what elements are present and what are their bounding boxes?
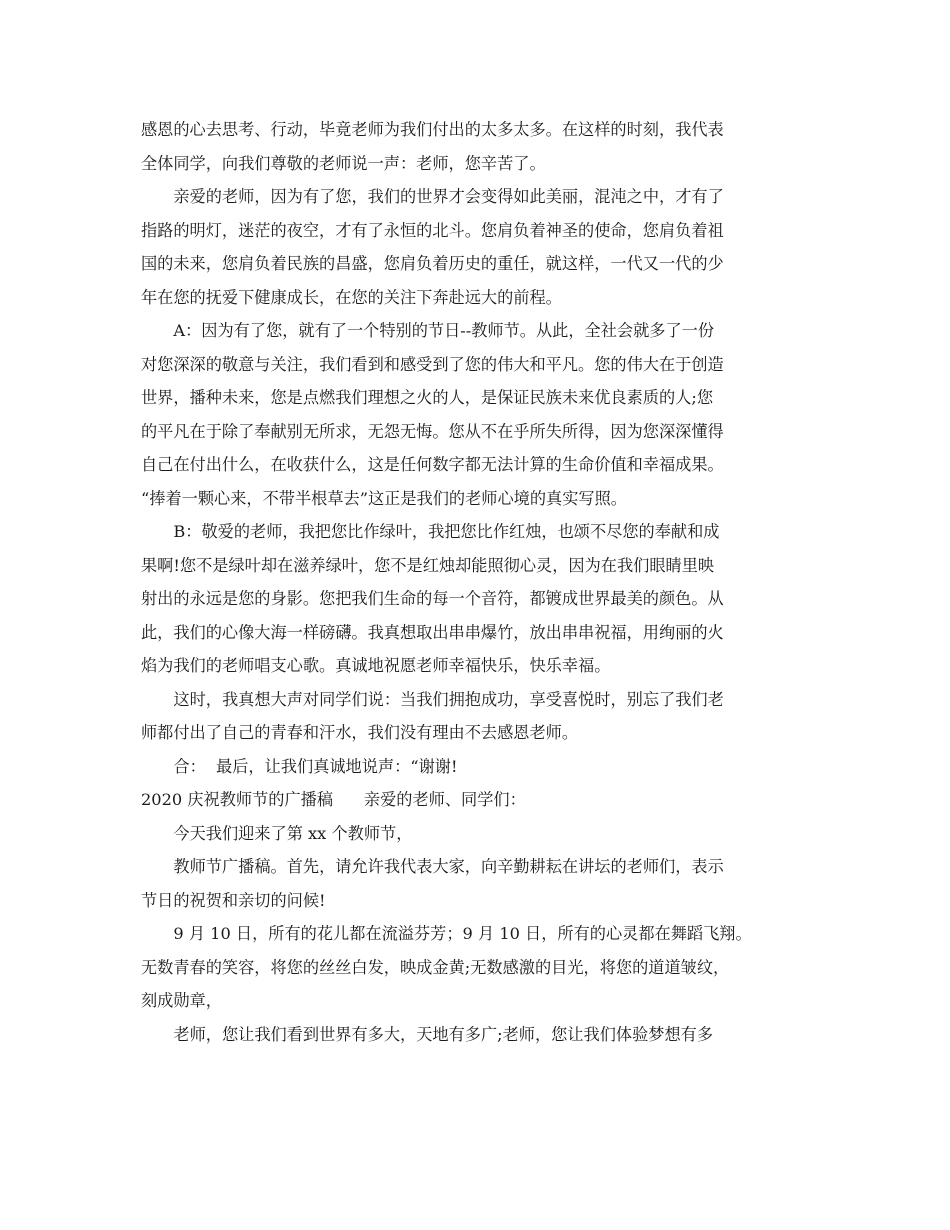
paragraph-10 — [141, 917, 816, 1018]
paragraph-4 — [141, 515, 816, 683]
text-line: 年在您的抚爱下健康成长，在您的关注下奔赴远大的前程。 — [141, 287, 562, 307]
text-line: 感恩的心去思考、行动，毕竟老师为我们付出的太多太多。在这样的时刻，我代表 — [141, 120, 724, 139]
text-line: A：因为有了您，就有了一个特别的节日--教师节。从此，全社会就多了一份 — [173, 321, 715, 340]
text-line: 果啊!您不是绿叶却在滋养绿叶，您不是红烛却能照彻心灵，因为在我们眼睛里映 — [141, 555, 715, 575]
paragraph-3 — [141, 314, 816, 515]
text-line: 今天我们迎来了第 xx 个教师节， — [173, 823, 413, 843]
text-line: 世界，播种未来，您是点燃我们理想之火的人，是保证民族未来优良素质的人;您 — [141, 388, 714, 407]
text-line: 节日的祝贺和亲切的问候! — [141, 890, 326, 910]
text-line: 无数青春的笑容，将您的丝丝白发，映成金黄;无数感激的目光，将您的道道皱纹， — [141, 957, 730, 977]
text-line: 对您深深的敬意与关注，我们看到和感受到了您的伟大和平凡。您的伟大在于创造 — [141, 354, 724, 374]
paragraph-7 — [141, 783, 816, 817]
text-line: 师都付出了自己的青春和汗水，我们没有理由不去感恩老师。 — [141, 723, 579, 742]
text-line: 教师节广播稿。首先，请允许我代表大家，向辛勤耕耘在讲坛的老师们，表示 — [173, 857, 724, 876]
text-line: “捧着一颗心来，不带半根草去”这正是我们的老师心境的真实写照。 — [141, 488, 627, 508]
text-line: 国的未来，您肩负着民族的昌盛，您肩负着历史的重任，就这样，一代又一代的少 — [141, 254, 724, 273]
text-line: 的平凡在于除了奉献别无所求，无怨无悔。您从不在乎所失所得，因为您深深懂得 — [141, 421, 724, 441]
text-line: 合： 最后，让我们真诚地说声：“谢谢! — [173, 756, 458, 776]
paragraph-11 — [141, 1018, 816, 1052]
paragraph-9 — [141, 850, 816, 917]
text-line: 自己在付出什么，在收获什么，这是任何数字都无法计算的生命价值和幸福成果。 — [141, 455, 724, 474]
text-line: 老师，您让我们看到世界有多大，天地有多广;老师，您让我们体验梦想有多 — [173, 1024, 714, 1044]
text-line: 焰为我们的老师唱支心歌。真诚地祝愿老师幸福快乐，快乐幸福。 — [141, 656, 611, 675]
text-line: B：敬爱的老师，我把您比作绿叶，我把您比作红烛，也颂不尽您的奉献和成 — [173, 522, 720, 541]
text-line: 刻成勋章， — [141, 991, 222, 1010]
text-line: 射出的永远是您的身影。您把我们生命的每一个音符，都镀成世界最美的颜色。从 — [141, 589, 724, 608]
text-line: 这时，我真想大声对同学们说：当我们拥抱成功，享受喜悦时，别忘了我们老 — [173, 689, 724, 709]
text-line: 此，我们的心像大海一样磅礴。我真想取出串串爆竹，放出串串祝福，用绚丽的火 — [141, 622, 724, 642]
text-line: 亲爱的老师，因为有了您，我们的世界才会变得如此美丽，混沌之中，才有了 — [173, 187, 724, 206]
paragraph-1 — [141, 113, 816, 180]
paragraph-5 — [141, 683, 816, 750]
text-line: 全体同学，向我们尊敬的老师说一声：老师，您辛苦了。 — [141, 153, 546, 173]
paragraph-8 — [141, 817, 816, 851]
text-line: 9 月 10 日，所有的花儿都在流溢芬芳；9 月 10 日，所有的心灵都在舞蹈飞翔。 — [173, 924, 752, 943]
paragraph-2 — [141, 180, 816, 314]
document-body — [141, 113, 816, 1051]
paragraph-6 — [141, 750, 816, 784]
text-line: 指路的明灯，迷茫的夜空，才有了永恒的北斗。您肩负着神圣的使命，您肩负着祖 — [141, 220, 724, 240]
text-line: 2020 庆祝教师节的广播稿 亲爱的老师、同学们： — [141, 790, 526, 809]
